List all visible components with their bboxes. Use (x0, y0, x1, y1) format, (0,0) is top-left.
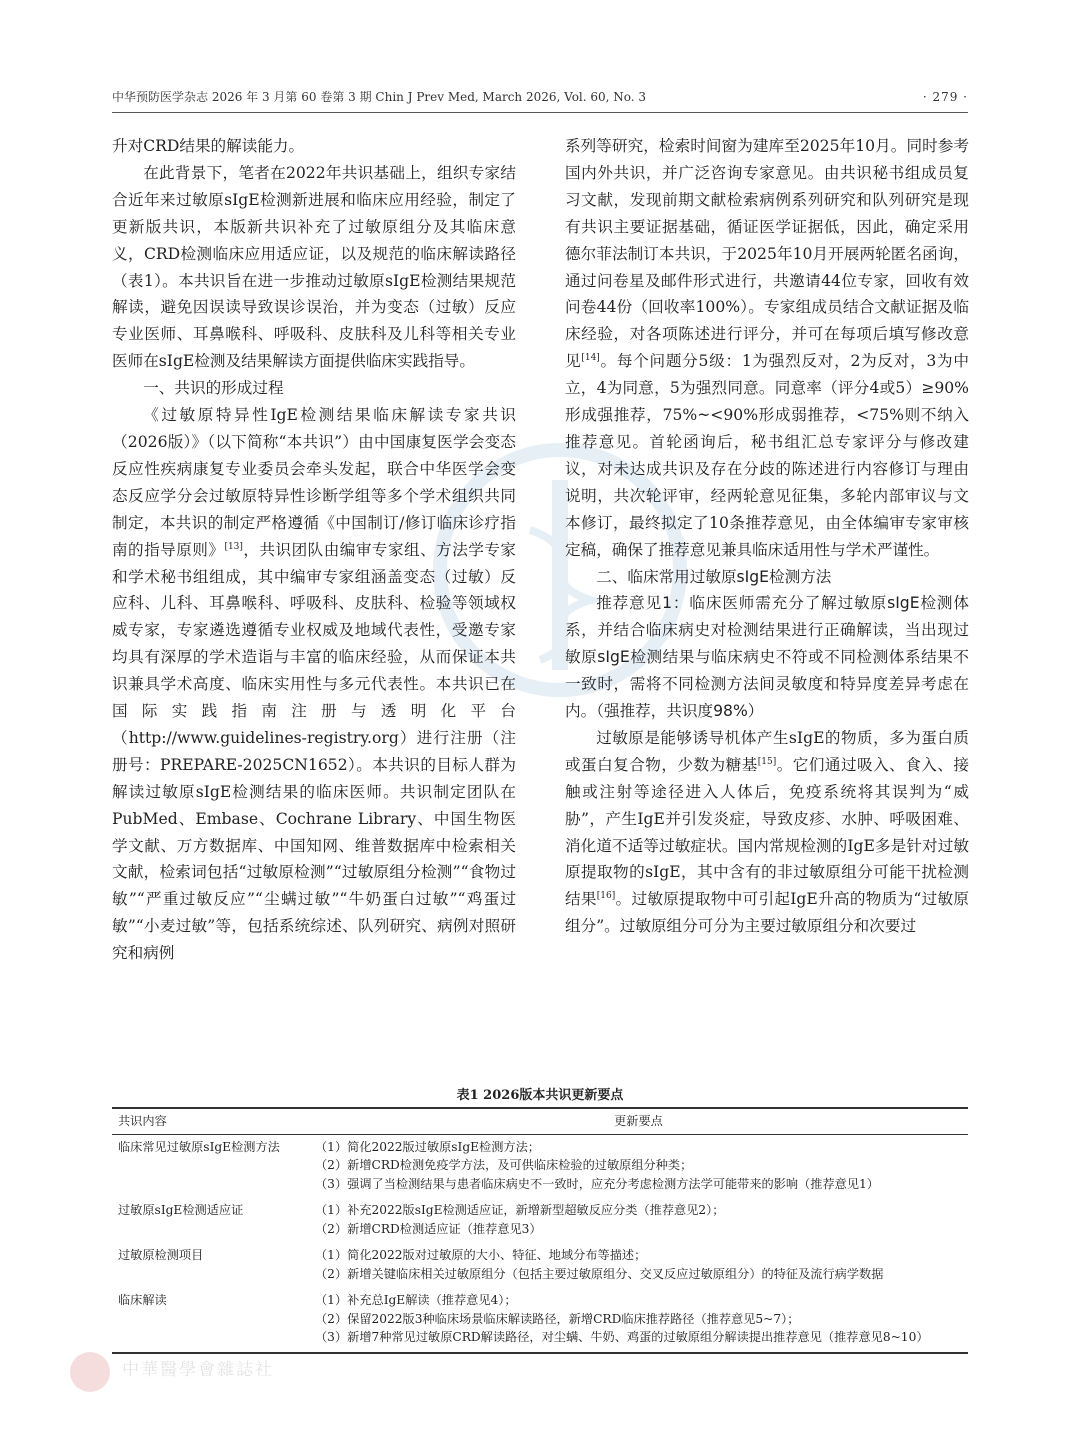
table-cell-points: （1）补充总IgE解读（推荐意见4）； （2）保留2022版3种临床场景临床解读路径，新增CRD临床推荐路径（推荐意见5~7）； （3）新增7种常见过敏原CRD解读路径，对尘螨、牛奶、鸡蛋的过敏原组分解读提出推荐意见（推荐意见8~10） (309, 1288, 968, 1353)
table-caption: 表1 2026版本共识更新要点 (456, 1088, 624, 1103)
table-cell-points: （1）简化2022版过敏原sIgE检测方法； （2）新增CRD检测免疫学方法，及可供临床检验的过敏原组分种类； （3）强调了当检测结果与患者临床病史不一致时，应充分考虑检测方法学可能带来的影响（推荐意见1） (315, 1139, 879, 1191)
paragraph: 《过敏原特异性IgE检测结果临床解读专家共识（2026版）》（以下简称“本共识”）由中国康复医学会变态反应性疾病康复专业委员会牵头发起，联合中华医学会变态反应学分会过敏原特异性诊断学组等多个学术组织共同制定，本共识的制定严格遵循《中国制订/修订临床诊疗指南的指导原则》[13]，共识团队由编审专家组、方法学专家和学术秘书组组成，其中编审专家组涵盖变态（过敏）反应科、儿科、耳鼻喉科、呼吸科、皮肤科、检验等领域权威专家，专家遴选遵循专业权威及地域代表性，受邀专家均具有深厚的学术造诣与丰富的临床经验，从而保证本共识兼具学术高度、临床实用性与多元代表性。本共识已在国际实践指南注册与透明化平台（http://www.guidelines-registry.org）进行注册（注册号：PREPARE-2025CN1652）。本共识的目标人群为解读过敏原sIgE检测结果的临床医师。共识制定团队在PubMed、Embase、Cochrane Library、中国生物医学文献、万方数据库、中国知网、维普数据库中检索相关文献，检索词包括“过敏原检测”“过敏原组分检测”“食物过敏”“严重过敏反应”“尘螨过敏”“牛奶蛋白过敏”“鸡蛋过敏”“小麦过敏”等，包括系统综述、队列研究、病例对照研究和病例 (112, 406, 516, 963)
column-header: 更新要点 (309, 1108, 968, 1134)
update-table (112, 1107, 968, 1354)
table-cell-topic: 过敏原sIgE检测适应证 (118, 1203, 244, 1217)
citation-ref[interactable]: [15] (757, 756, 777, 767)
table-cell-points: （1）补充2022版sIgE检测适应证，新增新型超敏反应分类（推荐意见2）； （2）新增CRD检测适应证（推荐意见3） (315, 1203, 725, 1236)
table-row (112, 1198, 968, 1243)
page-number: · 279 · (922, 90, 968, 104)
paragraph: 系列等研究，检索时间窗为建库至2025年10月。同时参考国内外共识，并广泛咨询专家意见。由共识秘书组成员复习文献，发现前期文献检索病例系列研究和队列研究是现有共识主要证据基础，循证医学证据低，因此，确定采用德尔菲法制订本共识，于2025年10月开展两轮匿名函询，通过问卷星及邮件形式进行，共邀请44位专家，回收有效问卷44份（回收率100%）。专家组成员结合文献证据及临床经验，对各项陈述进行评分，并可在每项后填写修改意见[14]。每个问题分5级：1为强烈反对，2为反对，3为中立，4为同意，5为强烈同意。同意率（评分4或5）≥90%形成强推荐，75%~<90%形成弱推荐，<75%则不纳入推荐意见。首轮函询后，秘书组汇总专家评分与修改建议，对未达成共识及存在分歧的陈述进行内容修订与理由说明，共次轮评审，经两轮意见征集，多轮内部审议与文本修订，最终拟定了10条推荐意见，由全体编审专家审核定稿，确保了推荐意见兼具临床适用性与学术严谨性。 (565, 137, 969, 559)
left-column (112, 133, 516, 967)
recommendation: 推荐意见1：临床医师需充分了解过敏原sIgE检测体系，并结合临床病史对检测结果进行正确解读，当出现过敏原sIgE检测结果与临床病史不符或不同检测体系结果不一致时，需将不同检测方法间灵敏度和特异度差异考虑在内。（强推荐，共识度98%） (565, 594, 969, 721)
column-header: 共识内容 (112, 1108, 309, 1134)
citation-ref[interactable]: [13] (224, 541, 243, 552)
paragraph: 在此背景下，笔者在2022年共识基础上，组织专家结合近年来过敏原sIgE检测新进展和临床应用经验，制定了更新版共识，本版新共识补充了过敏原组分及其临床意义，CRD检测临床应用适应证，以及规范的临床解读路径（表1）。本共识旨在进一步推动过敏原sIgE检测结果规范解读，避免因误读导致误诊误治，并为变态（过敏）反应专业医师、耳鼻喉科、呼吸科、皮肤科及儿科等相关专业医师在sIgE检测及结果解读方面提供临床实践指导。 (112, 163, 516, 371)
table-cell-topic: 临床常见过敏原sIgE检测方法 (118, 1139, 280, 1154)
journal-citation: 中华预防医学杂志 2026 年 3 月第 60 卷第 3 期 Chin J Prev Med, March 2026, Vol. 60, No. 3 (112, 90, 647, 104)
running-header (112, 90, 968, 113)
table-header-row (112, 1108, 968, 1134)
table-row (112, 1243, 968, 1288)
right-column (565, 133, 969, 940)
table-cell-topic: 临床解读 (112, 1288, 309, 1353)
paragraph: 升对CRD结果的解读能力。 (112, 137, 305, 155)
citation-ref[interactable]: [14] (581, 353, 600, 364)
paragraph: 过敏原是能够诱导机体产生sIgE的物质，多为蛋白质或蛋白复合物，少数为糖基[15]。它们通过吸入、食入、接触或注射等途径进入人体后，免疫系统将其误判为“威胁”，产生IgE并引发炎症，导致皮疹、水肿、呼吸困难、消化道不适等过敏症状。国内常规检测的IgE多是针对过敏原提取物的sIgE，其中含有的非过敏原组分可能干扰检测结果[16]。过敏原提取物中可引起IgE升高的物质为“过敏原组分”。过敏原组分可分为主要过敏原组分和次要过 (565, 728, 969, 936)
table-cell-points: （1）简化2022版对过敏原的大小、特征、地域分布等描述； （2）新增关键临床相关过敏原组分（包括主要过敏原组分、交叉反应过敏原组分）的特征及流行病学数据 (315, 1248, 884, 1281)
citation-ref[interactable]: [16] (596, 891, 616, 902)
publisher-logo (70, 1352, 490, 1392)
table-row (112, 1288, 968, 1353)
table-cell-topic: 过敏原检测项目 (118, 1248, 204, 1262)
section-heading: 二、临床常用过敏原sIgE检测方法 (596, 567, 832, 586)
table-row (112, 1134, 968, 1198)
publisher-name: 中華醫學會雜誌社 (122, 1360, 274, 1380)
publisher-emblem-icon (70, 1352, 110, 1392)
section-heading: 一、共识的形成过程 (143, 379, 284, 398)
